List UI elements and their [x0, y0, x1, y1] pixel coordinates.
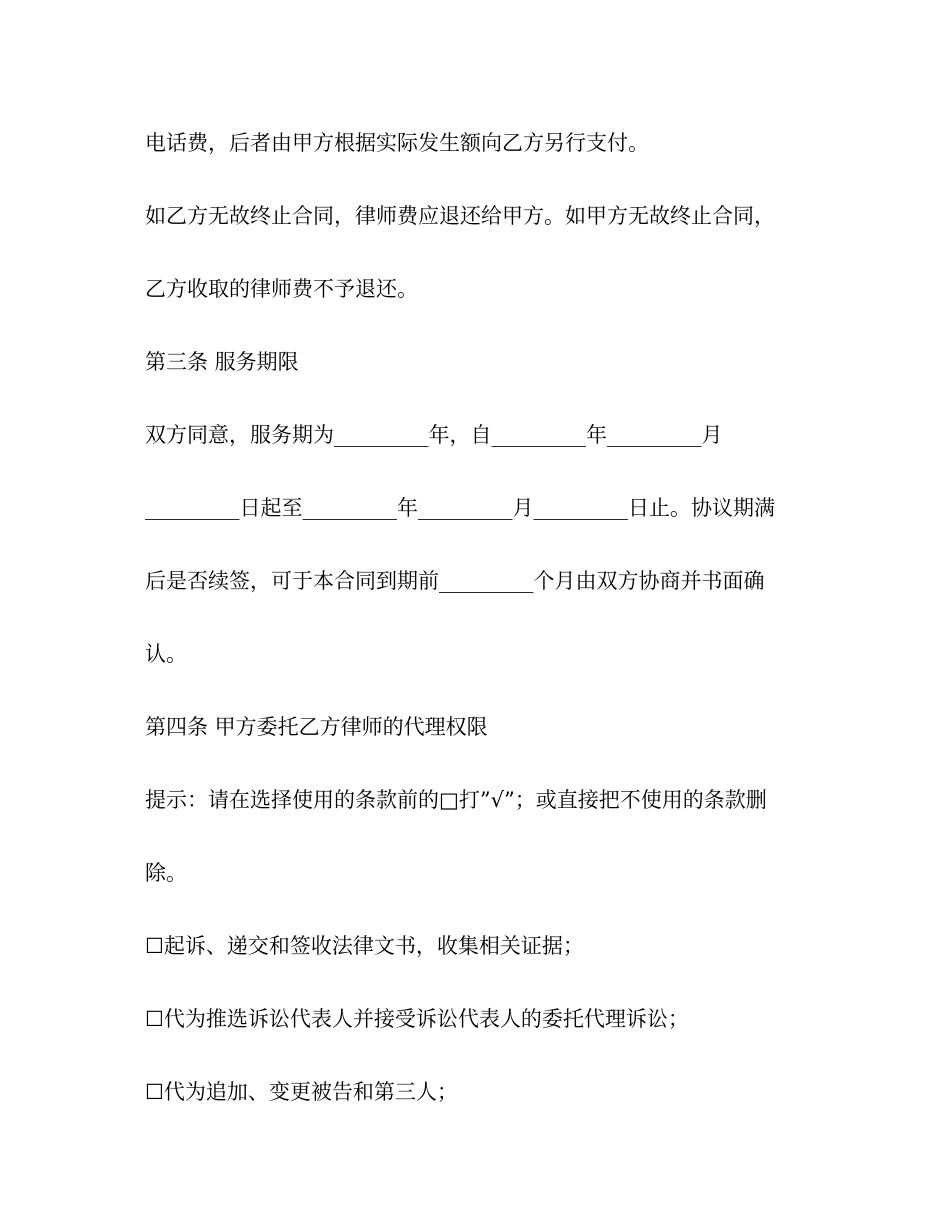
- paragraph-line-service-dates: _________日起至_________年_________月_________日止。协议期满: [145, 496, 775, 520]
- paragraph-line-hint-end: 除。: [145, 861, 187, 885]
- paragraph-line-hint: 提示：请在选择使用的条款前的□打”√”；或直接把不使用的条款删: [145, 788, 767, 812]
- paragraph-line-renewal-end: 认。: [145, 642, 187, 666]
- paragraph-line-fee-payment: 电话费，后者由甲方根据实际发生额向乙方另行支付。: [145, 131, 649, 155]
- checkbox-item-litigation-docs: ☐起诉、递交和签收法律文书，收集相关证据；: [145, 934, 584, 958]
- paragraph-line-no-refund: 乙方收取的律师费不予退还。: [145, 277, 418, 301]
- paragraph-line-renewal: 后是否续签，可于本合同到期前_________个月由双方协商并书面确: [145, 569, 765, 593]
- paragraph-line-service-term: 双方同意，服务期为_________年，自_________年_________月: [145, 423, 723, 447]
- paragraph-line-termination: 如乙方无故终止合同，律师费应退还给甲方。如甲方无故终止合同，: [145, 204, 775, 228]
- checkbox-item-representative: ☐代为推选诉讼代表人并接受诉讼代表人的委托代理诉讼；: [145, 1007, 689, 1031]
- section-heading-article-4: 第四条 甲方委托乙方律师的代理权限: [145, 715, 488, 739]
- section-heading-article-3: 第三条 服务期限: [145, 350, 299, 374]
- checkbox-item-add-parties: ☐代为追加、变更被告和第三人；: [145, 1080, 458, 1104]
